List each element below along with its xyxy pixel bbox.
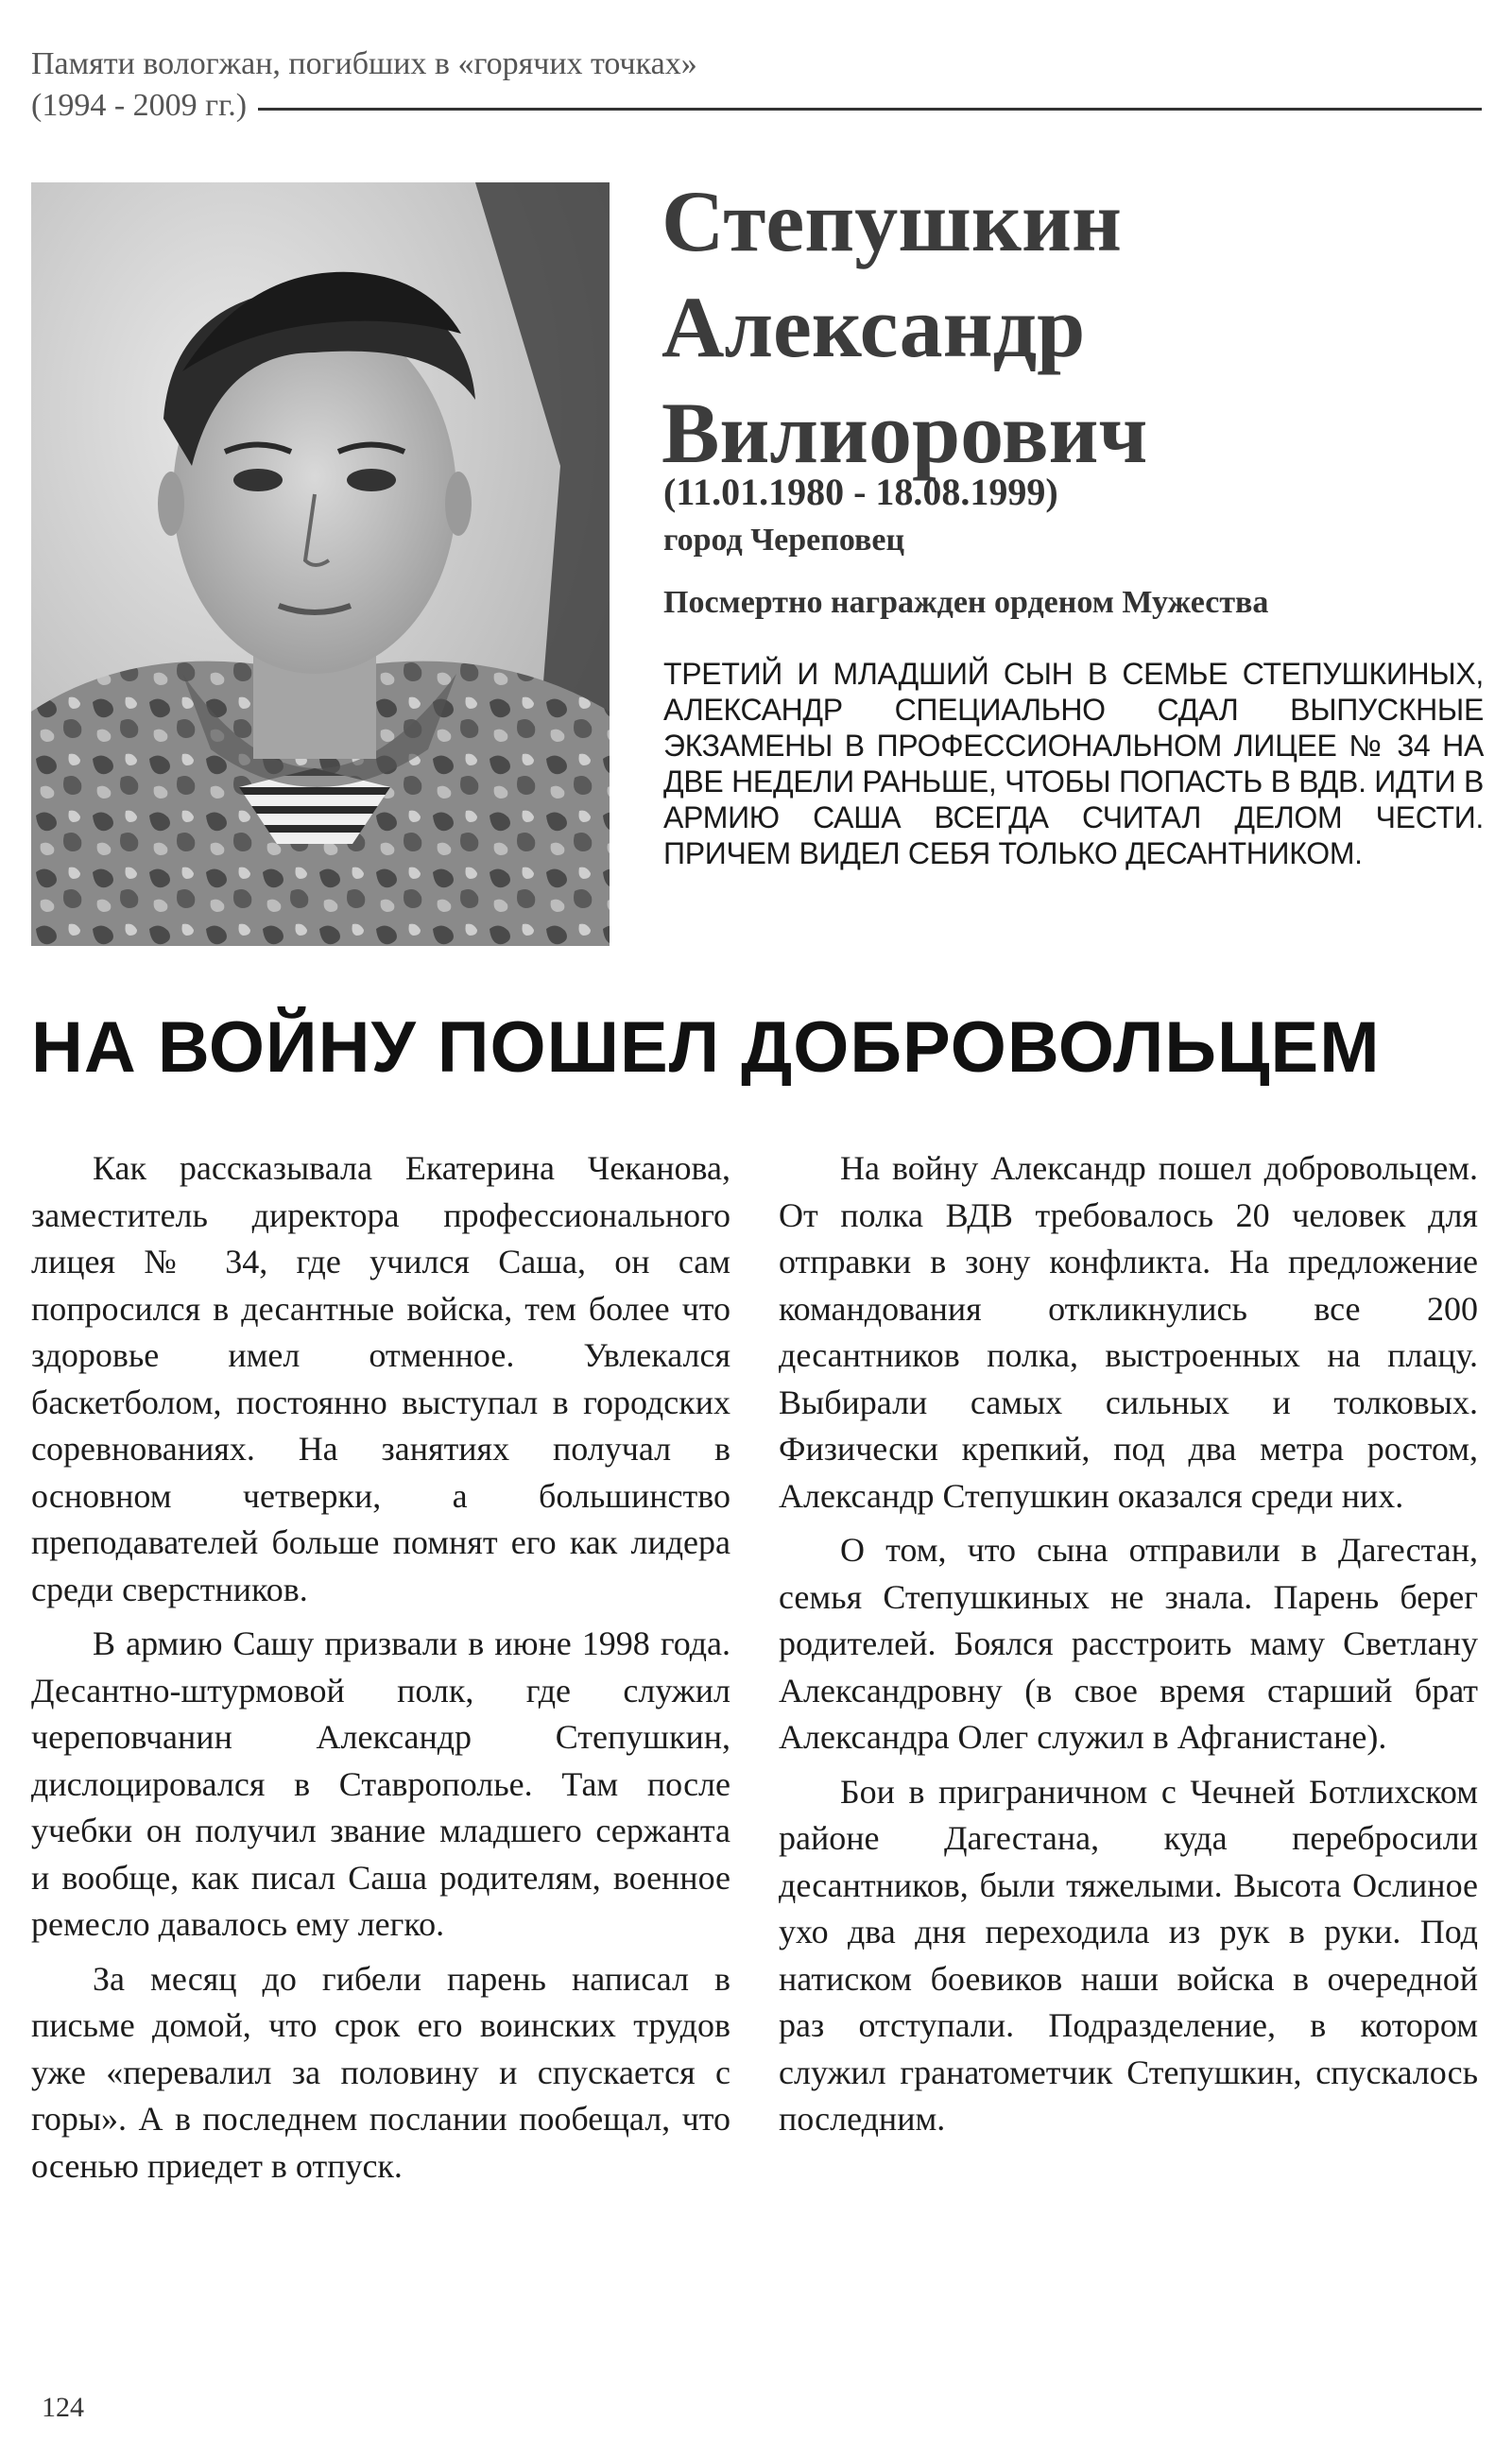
paragraph: За месяц до гибели парень написал в письме домой, что срок его воинских трудов уже «перевалил за половину и спускается с горы». А в последнем послании пообещал, что осенью приедет в отпуск. (31, 1959, 730, 2185)
lead-paragraph: ТРЕТИЙ И МЛАДШИЙ СЫН В СЕМЬЕ СТЕПУШКИНЫХ, АЛЕКСАНДР СПЕЦИАЛЬНО СДАЛ ВЫПУСКНЫЕ ЭКЗАМЕНЫ В ПРОФЕССИОНАЛЬНОМ ЛИЦЕЕ № 34 НА ДВЕ НЕДЕЛИ РАНЬШЕ, ЧТОБЫ ПОПАСТЬ В ВДВ. ИДТИ В АРМИЮ САША ВСЕГДА СЧИТАЛ ДЕЛОМ ЧЕСТИ. ПРИЧЕМ ВИДЕЛ СЕБЯ ТОЛЬКО ДЕСАНТНИКОМ. (663, 657, 1484, 870)
surname: Степушкин (662, 173, 1122, 269)
article-column-right (779, 1145, 1478, 2151)
award: Посмертно награжден орденом Мужества (663, 585, 1269, 620)
paragraph: Как рассказывала Екатерина Чеканова, заместитель директора профессионального лицея № 34, где учился Саша, он сам попросился в десантные войска, тем более что здоровье имел отменное. Увлекался баскетболом, постоянно выступал в городских соревнованиях. На занятиях получал в основном четверки, а большинство преподавателей больше помнят его как лидера среди сверстников. (31, 1149, 730, 1608)
city: город Череповец (663, 523, 905, 558)
article-headline: НА ВОЙНУ ПОШЕЛ ДОБРОВОЛЬЦЕМ (31, 1007, 1381, 1088)
patronymic: Вилиорович (662, 385, 1148, 481)
series-years-row (31, 85, 1482, 127)
series-header (31, 43, 1482, 127)
person-name (662, 168, 1474, 486)
life-dates: (11.01.1980 - 18.08.1999) (663, 471, 1058, 513)
first-name: Александр (662, 279, 1086, 375)
series-years: (1994 - 2009 гг.) (31, 88, 248, 123)
page-number: 124 (42, 2392, 84, 2423)
paragraph: В армию Сашу призвали в июне 1998 года. Десантно-штурмовой полк, где служил череповчанин Александр Степушкин, дислоцировался в Ставрополье. Там после учебки он получил звание младшего сержанта и вообще, как писал Саша родителям, военное ремесло давалось ему легко. (31, 1624, 730, 1943)
header-rule (258, 108, 1482, 111)
article-column-left (31, 1145, 730, 2197)
paragraph: О том, что сына отправили в Дагестан, семья Степушкиных не знала. Парень берег родителей. Боялся расстроить маму Светлану Александровну (в свое время старший брат Александра Олег служил в Афганистане). (779, 1531, 1478, 1756)
paragraph: На войну Александр пошел добровольцем. От полка ВДВ требовалось 20 человек для отправки в зону конфликта. На предложение командования откликнулись все 200 десантников полка, выстроенных на плацу. Выбирали самых сильных и толковых. Физически крепкий, под два метра ростом, Александр Степушкин оказался среди них. (779, 1149, 1478, 1515)
portrait-photo (31, 182, 610, 946)
series-title: Памяти вологжан, погибших в «горячих точках» (31, 46, 697, 81)
portrait-illustration (31, 182, 610, 946)
paragraph: Бои в приграничном с Чечней Ботлихском районе Дагестана, куда перебросили десантников, были тяжелыми. Высота Ослиное ухо два дня переходила из рук в руки. Под натиском боевиков наши войска в очередной раз отступали. Подразделение, в котором служил гранатометчик Степушкин, спускалось последним. (779, 1772, 1478, 2138)
